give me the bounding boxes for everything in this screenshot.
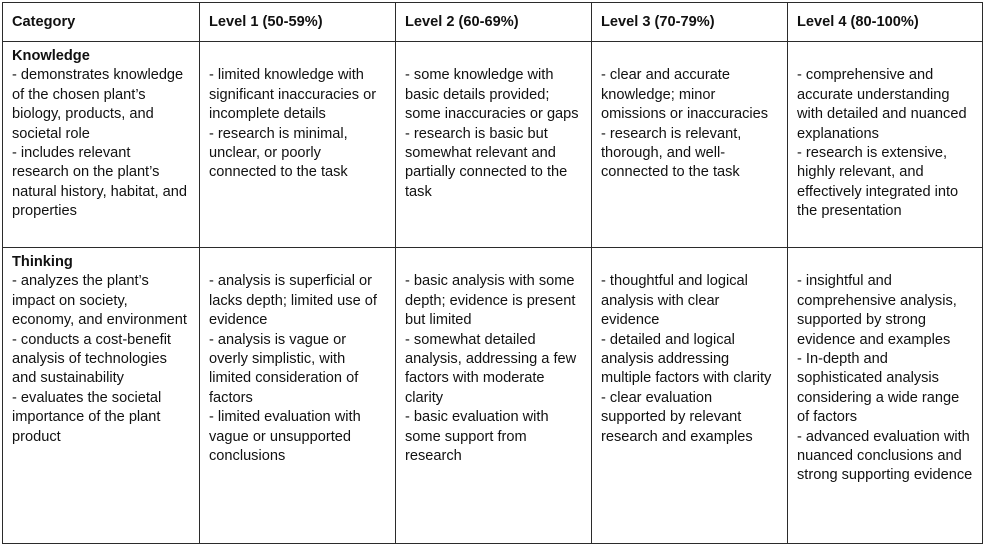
knowledge-row: [3, 42, 983, 248]
thinking-level-4-descriptor: - insightful and comprehensive analysis, supported by strong evidence and examples: [797, 273, 957, 348]
rubric-table: [2, 2, 983, 544]
header-level-2: Level 2 (60-69%): [396, 3, 592, 42]
thinking-level-2-descriptor: - basic evaluation with some support from research: [405, 409, 549, 465]
header-level-1: Level 1 (50-59%): [200, 3, 396, 42]
thinking-level-4-descriptor: - In-depth and sophisticated analysis considering a wide range of factors: [797, 351, 960, 426]
knowledge-level-4-descriptor: - comprehensive and accurate understanding with detailed and nuanced explanations: [797, 67, 967, 142]
header-row: [3, 3, 983, 42]
thinking-level-3-descriptor: - clear evaluation supported by relevant research and examples: [601, 389, 753, 445]
thinking-level-1-cell: [200, 248, 396, 544]
thinking-category-cell: [3, 248, 200, 544]
knowledge-level-1-cell: [200, 42, 396, 248]
thinking-criterion: - conducts a cost-benefit analysis of technologies and sustainability: [12, 331, 171, 387]
knowledge-level-2-descriptor: - some knowledge with basic details provided; some inaccuracies or gaps: [405, 67, 579, 123]
knowledge-level-1-descriptor: - research is minimal, unclear, or poorly connected to the task: [209, 125, 348, 181]
knowledge-level-4-descriptor: - research is extensive, highly relevant, and effectively integrated into the presentation: [797, 145, 959, 220]
knowledge-level-1-descriptor: - limited knowledge with significant inaccuracies or incomplete details: [209, 67, 377, 123]
thinking-criterion: - analyzes the plant’s impact on society, economy, and environment: [12, 273, 187, 329]
knowledge-level-2-descriptor: - research is basic but somewhat relevant and partially connected to the task: [405, 125, 568, 200]
thinking-level-1-descriptor: - limited evaluation with vague or unsupported conclusions: [209, 409, 361, 465]
thinking-title: Thinking: [12, 254, 73, 270]
knowledge-level-3-descriptor: - research is relevant, thorough, and well-connected to the task: [601, 125, 742, 181]
thinking-level-2-descriptor: - somewhat detailed analysis, addressing a few factors with moderate clarity: [405, 331, 577, 406]
thinking-criterion: - evaluates the societal importance of the plant product: [12, 389, 162, 445]
thinking-level-1-descriptor: - analysis is vague or overly simplistic, with limited consideration of factors: [209, 331, 359, 406]
header-level-4: Level 4 (80-100%): [788, 3, 983, 42]
thinking-level-4-cell: [788, 248, 983, 544]
thinking-level-3-cell: [592, 248, 788, 544]
knowledge-level-3-descriptor: - clear and accurate knowledge; minor omissions or inaccuracies: [601, 67, 769, 123]
thinking-row: [3, 248, 983, 544]
thinking-level-2-descriptor: - basic analysis with some depth; evidence is present but limited: [405, 273, 576, 329]
knowledge-category-cell: [3, 42, 200, 248]
header-category: Category: [3, 3, 200, 42]
header-level-3: Level 3 (70-79%): [592, 3, 788, 42]
thinking-level-3-descriptor: - thoughtful and logical analysis with clear evidence: [601, 273, 748, 329]
knowledge-level-2-cell: [396, 42, 592, 248]
thinking-level-4-descriptor: - advanced evaluation with nuanced conclusions and strong supporting evidence: [797, 428, 973, 484]
knowledge-level-4-cell: [788, 42, 983, 248]
thinking-level-3-descriptor: - detailed and logical analysis addressing multiple factors with clarity: [601, 331, 772, 387]
knowledge-title: Knowledge: [12, 48, 90, 64]
knowledge-criterion: - demonstrates knowledge of the chosen plant’s biology, products, and societal role: [12, 67, 184, 142]
knowledge-criterion: - includes relevant research on the plant’s natural history, habitat, and properties: [12, 145, 187, 220]
thinking-level-1-descriptor: - analysis is superficial or lacks depth; limited use of evidence: [209, 273, 377, 329]
knowledge-level-3-cell: [592, 42, 788, 248]
thinking-level-2-cell: [396, 248, 592, 544]
